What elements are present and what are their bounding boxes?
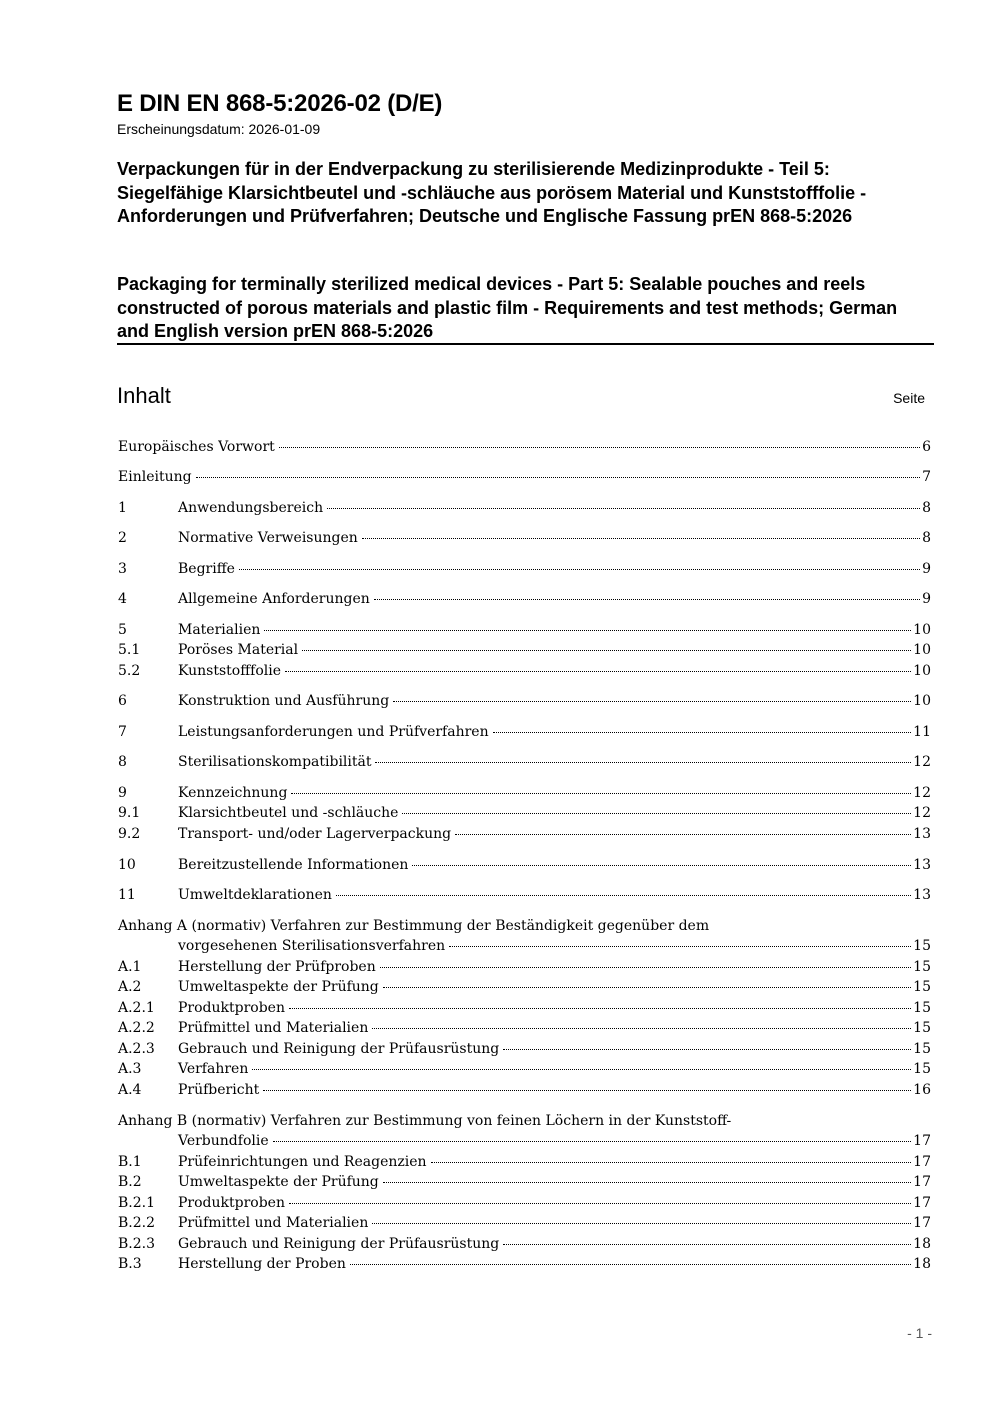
title-german: Verpackungen für in der Endverpackung zu sterilisierende Medizinprodukte - Teil 5: Siegelfähige Klarsichtbeutel und -schläuche aus porösem Material und Kunststofffolie - Anforderungen und Prüfverfahren; Deutsche und Englische Fassung prEN 868-5:2026 — [117, 159, 867, 226]
toc-entry[interactable]: B.2.2 Prüfmittel und Materialien 17 — [118, 1215, 931, 1231]
toc-entry[interactable]: 8 Sterilisationskompatibilität 12 — [118, 754, 931, 770]
toc-entry[interactable]: 10 Bereitzustellende Informationen 13 — [118, 857, 931, 873]
toc-annex-a-heading[interactable]: Anhang A (normativ) Verfahren zur Bestimmung der Beständigkeit gegenüber dem — [118, 918, 710, 934]
toc-entry[interactable]: 9.2 Transport- und/oder Lagerverpackung 13 — [118, 826, 931, 842]
toc-entry[interactable]: B.2.3 Gebrauch und Reinigung der Prüfausrüstung 18 — [118, 1236, 931, 1252]
toc-entry[interactable]: 5 Materialien 10 — [118, 622, 931, 638]
document-id: E DIN EN 868-5:2026-02 (D/E) — [117, 90, 443, 117]
title-divider — [117, 343, 934, 345]
toc-entry[interactable]: A.2 Umweltaspekte der Prüfung 15 — [118, 979, 931, 995]
toc-entry[interactable]: 3 Begriffe 9 — [118, 561, 931, 577]
toc-entry[interactable]: 11 Umweltdeklarationen 13 — [118, 887, 931, 903]
toc-entry[interactable]: A.1 Herstellung der Prüfproben 15 — [118, 959, 931, 975]
toc-entry[interactable]: vorgesehenen Sterilisationsverfahren 15 — [178, 938, 931, 954]
toc-entry[interactable]: 7 Leistungsanforderungen und Prüfverfahren 11 — [118, 724, 931, 740]
toc-entry[interactable]: 4 Allgemeine Anforderungen 9 — [118, 591, 931, 607]
toc-entry[interactable]: A.2.2 Prüfmittel und Materialien 15 — [118, 1020, 931, 1036]
toc-entry[interactable]: B.3 Herstellung der Proben 18 — [118, 1256, 931, 1272]
toc-entry[interactable]: A.3 Verfahren 15 — [118, 1061, 931, 1077]
toc-entry[interactable]: 6 Konstruktion und Ausführung 10 — [118, 693, 931, 709]
toc-entry[interactable]: Verbundfolie 17 — [178, 1133, 931, 1149]
toc-entry[interactable]: A.2.1 Produktproben 15 — [118, 1000, 931, 1016]
toc-entry[interactable]: 5.1 Poröses Material 10 — [118, 642, 931, 658]
toc-entry[interactable]: 9.1 Klarsichtbeutel und -schläuche 12 — [118, 805, 931, 821]
toc-entry[interactable]: A.2.3 Gebrauch und Reinigung der Prüfausrüstung 15 — [118, 1041, 931, 1057]
toc-heading: Inhalt — [117, 383, 171, 408]
toc-entry[interactable]: A.4 Prüfbericht 16 — [118, 1082, 931, 1098]
toc-entry[interactable]: B.2.1 Produktproben 17 — [118, 1195, 931, 1211]
publication-date: Erscheinungsdatum: 2026-01-09 — [117, 121, 321, 137]
toc-entry[interactable]: Einleitung 7 — [118, 469, 931, 485]
toc-entry[interactable]: B.1 Prüfeinrichtungen und Reagenzien 17 — [118, 1154, 931, 1170]
toc-entry[interactable]: 5.2 Kunststofffolie 10 — [118, 663, 931, 679]
title-english: Packaging for terminally sterilized medical devices - Part 5: Sealable pouches and reels constructed of porous materials and plastic film - Requirements and test methods; German and English version prEN 868-5:2026 — [117, 274, 898, 341]
toc-entry[interactable]: 9 Kennzeichnung 12 — [118, 785, 931, 801]
toc-entry[interactable]: B.2 Umweltaspekte der Prüfung 17 — [118, 1174, 931, 1190]
toc-entry[interactable]: 1 Anwendungsbereich 8 — [118, 500, 931, 516]
toc-entry[interactable]: Europäisches Vorwort 6 — [118, 439, 931, 455]
toc-page-label: Seite — [893, 390, 925, 406]
page-number: - 1 - — [907, 1325, 932, 1341]
toc-entry[interactable]: 2 Normative Verweisungen 8 — [118, 530, 931, 546]
toc-annex-b-heading[interactable]: Anhang B (normativ) Verfahren zur Bestimmung von feinen Löchern in der Kunststoff- — [118, 1113, 732, 1129]
